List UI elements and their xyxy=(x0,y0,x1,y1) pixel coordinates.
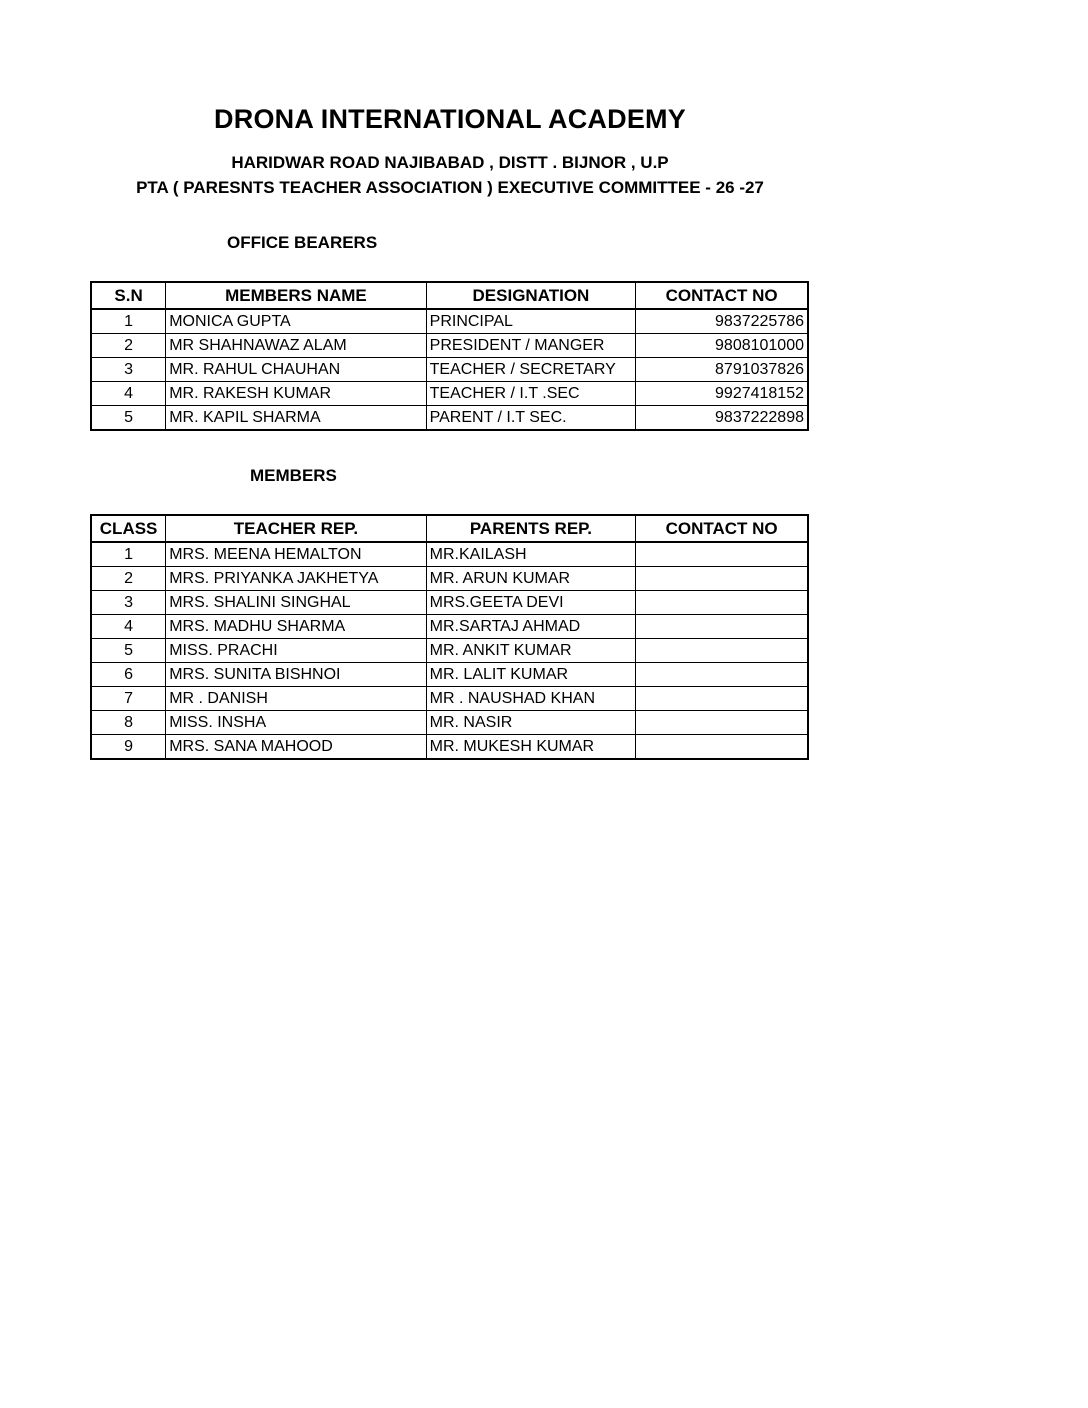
parent-rep-cell: MRS.GEETA DEVI xyxy=(426,591,636,615)
table-row xyxy=(91,567,808,591)
contact-number-cell: 8791037826 xyxy=(636,358,808,382)
members-header-row xyxy=(91,515,808,542)
table-row xyxy=(91,615,808,639)
serial-number-cell: 2 xyxy=(91,334,166,358)
teacher-rep-cell: MRS. MADHU SHARMA xyxy=(166,615,426,639)
contact-number-cell xyxy=(636,591,808,615)
page-title: DRONA INTERNATIONAL ACADEMY xyxy=(214,104,686,134)
office-bearers-header-row xyxy=(91,282,808,309)
members-heading: MEMBERS xyxy=(250,466,337,485)
member-name-cell: MR. KAPIL SHARMA xyxy=(166,406,426,431)
parent-rep-cell: MR. LALIT KUMAR xyxy=(426,663,636,687)
designation-cell: PRESIDENT / MANGER xyxy=(426,334,636,358)
teacher-rep-cell: MRS. PRIYANKA JAKHETYA xyxy=(166,567,426,591)
contact-number-cell: 9808101000 xyxy=(636,334,808,358)
teacher-rep-cell: MRS. SANA MAHOOD xyxy=(166,735,426,760)
column-header-contact: CONTACT NO xyxy=(636,282,808,309)
column-header-parents-rep: PARENTS REP. xyxy=(426,515,636,542)
column-header-member-name: MEMBERS NAME xyxy=(166,282,426,309)
members-body xyxy=(91,542,808,759)
member-name-cell: MR. RAHUL CHAUHAN xyxy=(166,358,426,382)
serial-number-cell: 3 xyxy=(91,358,166,382)
table-row xyxy=(91,334,808,358)
contact-number-cell xyxy=(636,639,808,663)
contact-number-cell xyxy=(636,615,808,639)
contact-number-cell: 9837225786 xyxy=(636,309,808,334)
designation-cell: TEACHER / I.T .SEC xyxy=(426,382,636,406)
table-row xyxy=(91,382,808,406)
parent-rep-cell: MR.SARTAJ AHMAD xyxy=(426,615,636,639)
table-row xyxy=(91,687,808,711)
class-number-cell: 7 xyxy=(91,687,166,711)
designation-cell: PRINCIPAL xyxy=(426,309,636,334)
table-row xyxy=(91,591,808,615)
contact-number-cell: 9837222898 xyxy=(636,406,808,431)
address-line: HARIDWAR ROAD NAJIBABAD , DISTT . BIJNOR , U.P xyxy=(231,153,669,172)
serial-number-cell: 5 xyxy=(91,406,166,431)
table-row xyxy=(91,542,808,567)
parent-rep-cell: MR. MUKESH KUMAR xyxy=(426,735,636,760)
table-row xyxy=(91,406,808,431)
contact-number-cell xyxy=(636,687,808,711)
table-row xyxy=(91,735,808,760)
member-name-cell: MONICA GUPTA xyxy=(166,309,426,334)
class-number-cell: 8 xyxy=(91,711,166,735)
parent-rep-cell: MR. ANKIT KUMAR xyxy=(426,639,636,663)
class-number-cell: 6 xyxy=(91,663,166,687)
class-number-cell: 2 xyxy=(91,567,166,591)
parent-rep-cell: MR . NAUSHAD KHAN xyxy=(426,687,636,711)
parent-rep-cell: MR.KAILASH xyxy=(426,542,636,567)
table-row xyxy=(91,309,808,334)
office-bearers-heading: OFFICE BEARERS xyxy=(227,233,378,252)
office-bearers-table xyxy=(90,281,809,431)
designation-cell: TEACHER / SECRETARY xyxy=(426,358,636,382)
parent-rep-cell: MR. ARUN KUMAR xyxy=(426,567,636,591)
column-header-designation: DESIGNATION xyxy=(426,282,636,309)
serial-number-cell: 4 xyxy=(91,382,166,406)
teacher-rep-cell: MRS. SUNITA BISHNOI xyxy=(166,663,426,687)
teacher-rep-cell: MR . DANISH xyxy=(166,687,426,711)
member-name-cell: MR SHAHNAWAZ ALAM xyxy=(166,334,426,358)
table-row xyxy=(91,358,808,382)
class-number-cell: 9 xyxy=(91,735,166,760)
class-number-cell: 4 xyxy=(91,615,166,639)
class-number-cell: 5 xyxy=(91,639,166,663)
class-number-cell: 3 xyxy=(91,591,166,615)
column-header-sn: S.N xyxy=(91,282,166,309)
column-header-contact: CONTACT NO xyxy=(636,515,808,542)
committee-title: PTA ( PARESNTS TEACHER ASSOCIATION ) EXECUTIVE COMMITTEE - 26 -27 xyxy=(136,178,764,197)
parent-rep-cell: MR. NASIR xyxy=(426,711,636,735)
table-row xyxy=(91,663,808,687)
column-header-class: CLASS xyxy=(91,515,166,542)
serial-number-cell: 1 xyxy=(91,309,166,334)
members-table xyxy=(90,514,809,760)
teacher-rep-cell: MRS. MEENA HEMALTON xyxy=(166,542,426,567)
table-row xyxy=(91,711,808,735)
teacher-rep-cell: MRS. SHALINI SINGHAL xyxy=(166,591,426,615)
contact-number-cell: 9927418152 xyxy=(636,382,808,406)
contact-number-cell xyxy=(636,711,808,735)
table-row xyxy=(91,639,808,663)
contact-number-cell xyxy=(636,735,808,760)
class-number-cell: 1 xyxy=(91,542,166,567)
contact-number-cell xyxy=(636,663,808,687)
teacher-rep-cell: MISS. PRACHI xyxy=(166,639,426,663)
member-name-cell: MR. RAKESH KUMAR xyxy=(166,382,426,406)
contact-number-cell xyxy=(636,542,808,567)
column-header-teacher-rep: TEACHER REP. xyxy=(166,515,426,542)
contact-number-cell xyxy=(636,567,808,591)
office-bearers-body xyxy=(91,309,808,430)
teacher-rep-cell: MISS. INSHA xyxy=(166,711,426,735)
designation-cell: PARENT / I.T SEC. xyxy=(426,406,636,431)
